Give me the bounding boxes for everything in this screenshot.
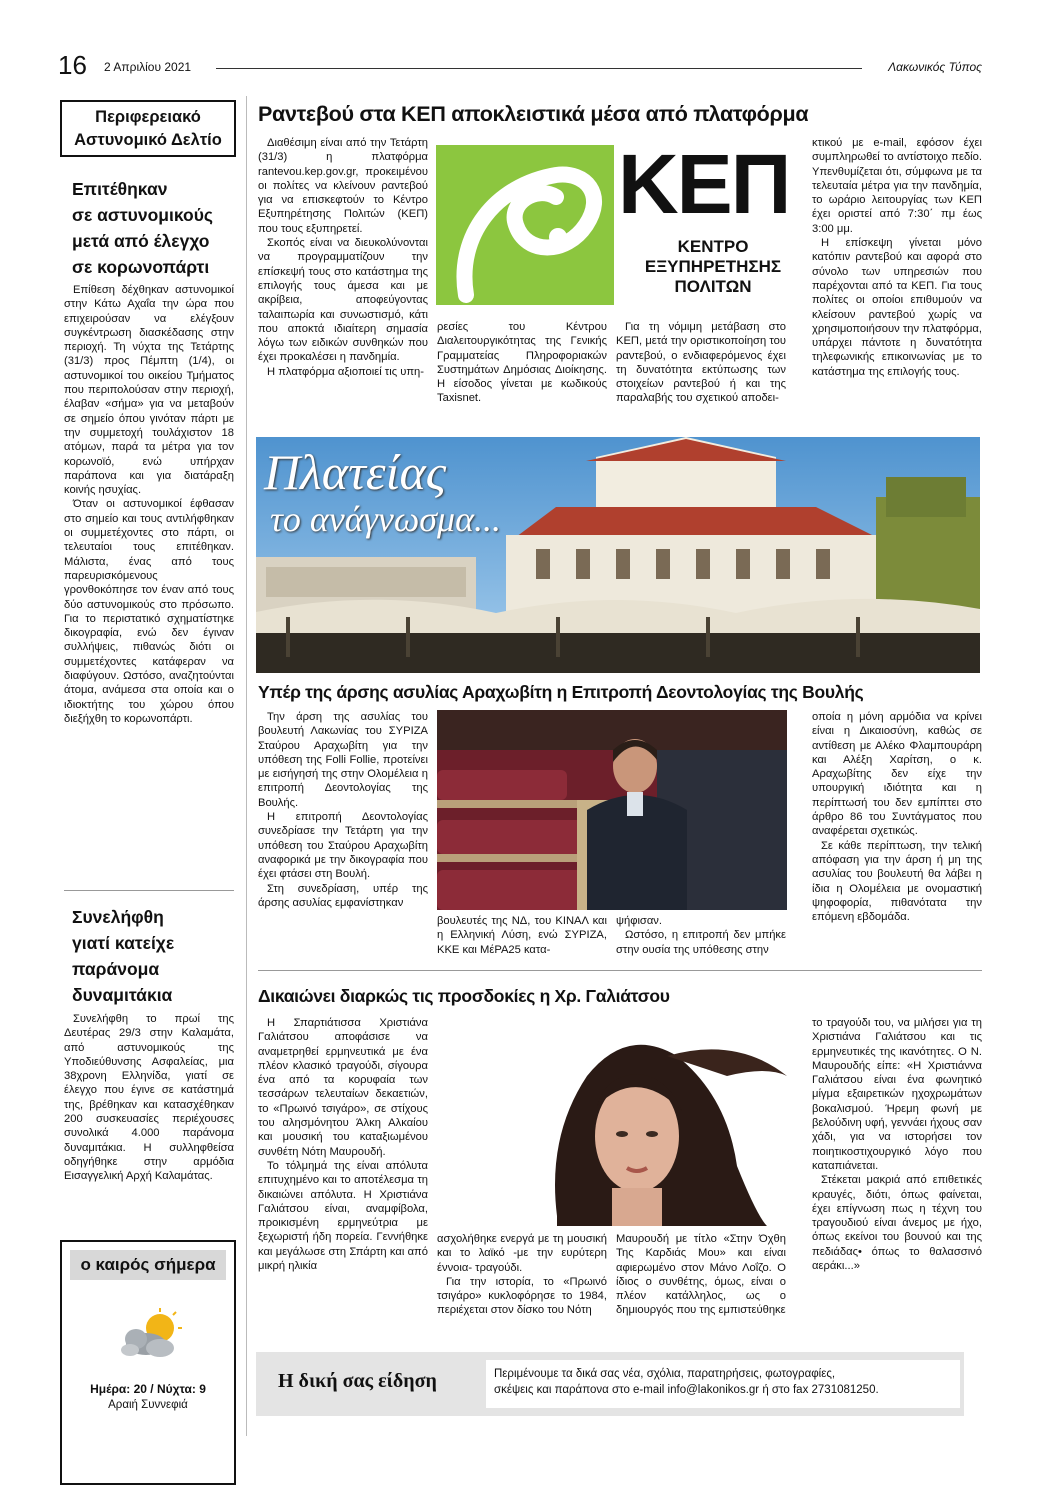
kep-logo-subtitle: ΚΕΝΤΡΟ ΕΞΥΠΗΡΕΤΗΣΗΣ ΠΟΛΙΤΩΝ [644,237,782,296]
galiatsou-headline: Δικαιώνει διαρκώς τις προσδοκίες η Χρ. Γαλιάτσου [258,986,670,1006]
kep-col3: Για τη νόμιμη μετάβαση στο ΚΕΠ, μετά την οριστικοποίηση του ραντεβού, ο ενδιαφερόμενος έχει τη δυνατότητα εκτύπωσης των στοιχείων ραντεβού ή και της παραλαβής του σχετικού αποδει- [616,321,786,405]
galiatsou-col1: Η Σπαρτιάτισσα Χριστιάνα Γαλιάτσου αποφάσισε να αναμετρηθεί ερμηνευτικά με ένα πλέον κλασικό τραγούδι, σίγουρα ένα από τα κορυφαία των τεσσάρων τελευταίων δεκαετιών, το «Πρωινό τσιγάρο», σε στίχους του αλησμόνητου Άλκη Αλκαίου και μουσική του καταξιωμένου συνθέτη Νότη Μαυρουδή. Το τόλμημά της είναι απόλυτα επιτυχημένο και το αποτέλεσμα τη δικαιώνει απόλυτα. Η Χριστιάνα Γαλιάτσου είναι, αναμφίβολα, προικισμένη ερμηνεύτρια με ξεχωριστή ήδη πορεία. Γεννήθηκε και μεγάλωσε στη Σπάρτη και από μικρή ηλικία [258,1017,428,1273]
header-date: 2 Απριλίου 2021 [104,60,192,74]
kep-col1: Διαθέσιμη είναι από την Τετάρτη (31/3) η πλατφόρμα rantevou.kep.gov.gr, προκειμένου οι πολίτες να κλείνουν ραντεβού για να επισκεφτούν το Κέντρο Εξυπηρέτησης Πολιτών (ΚΕΠ) που τους εξυπηρετεί. Σκοπός είναι να διευκολύνονται να προγραμματίζουν την επίσκεψή τους στο κατάστημα της επιλογής τους άμεσα και με ακρίβεια, αποφεύγοντας ταλαιπωρία και συνωστισμό, κάτι που αποκτά ιδιαίτερη σημασία λόγω των ειδικών συνθηκών που έχει προκαλέσει η πανδημία. Η πλατφόρμα αξιοποιεί τις υπη- [258,137,428,378]
your-news-title: Η δική σας είδηση [278,1370,437,1392]
page-number: 16 [58,50,87,80]
newspaper-name: Λακωνικός Τύπος [888,60,982,74]
weather-title: ο καιρός σήμερα [70,1250,226,1280]
parliament-illustration [437,710,787,910]
article-divider [258,970,982,971]
banner-subtitle: το ανάγνωσμα... [270,499,501,539]
asylia-col1: Την άρση της ασυλίας του βουλευτή Λακωνίας του ΣΥΡΙΖΑ Σταύρου Αραχωβίτη για την υπόθεση της Folli Follie, προτείνει με εισήγησή της στην Ολομέλεια η επιτροπή Δεοντολογίας της Βουλής. Η επιτροπή Δεοντολογίας συνεδρίασε την Τετάρτη για την υπόθεση του Σταύρου Αραχωβίτη αναφορικά με την δικογραφία που έχει φτάσει στη Βουλή. Στη συνεδρίαση, υπέρ της άρσης ασυλίας εμφανίστηκαν [258,711,428,909]
weather-condition: Αραιή Συννεφιά [108,1399,188,1411]
asylia-col2: βουλευτές της ΝΔ, του ΚΙΝΑΛ και η Ελληνική Λύση, ενώ ΣΥΡΙΖΑ, ΚΚΕ και ΜέΡΑ25 κατα- [437,915,607,956]
kep-headline: Ραντεβού στα ΚΕΠ αποκλειστικά μέσα από πλατφόρμα [258,102,809,126]
kep-logo [436,145,810,305]
asylia-col3: ψήφισαν. Ωστόσο, η επιτροπή δεν μπήκε στην ουσία της υπόθεσης στην [616,915,786,956]
sidebar-divider [64,890,234,891]
header-rule [216,68,862,69]
singer-portrait-illustration [437,1016,787,1226]
weather-temps: Ημέρα: 20 / Νύχτα: 9 [90,1382,206,1396]
banner-title: Πλατείας [264,444,447,500]
sidebar-story2-body: Συνελήφθη το πρωί της Δευτέρας 29/3 στην Καλαμάτα, από αστυνομικούς της Υποδιεύθυνσης Ασφαλείας, μια 38χρονη Ελληνίδα, γιατί σε έλεγχο που έγινε σε κατάστημά της, βρέθηκαν και κατασχέθηκαν 200 συσκευασίες περιέχουσες συνολικά 4.000 παράνομα δυναμιτάκια. Η συλληφθείσα οδηγήθηκε στην αρμόδια Εισαγγελική Αρχή Καλαμάτας. [64,1013,234,1183]
partly-cloudy-icon [116,1308,186,1364]
asylia-col4: οποία η μόνη αρμόδια να κρίνει είναι η Δικαιοσύνη, καθώς σε αντίθεση με Αλέκο Φλαμπουράρη και Αλέξη Χαρίτση, ο κ. Αραχωβίτης δεν είχε την υπουργική ιδιότητα και η περίπτωσή του δεν εμπίπτει στο άρθρο 86 του Συντάγματος που αναφέρεται σχετικώς. Σε κάθε περίπτωση, την τελική απόφαση για την άρση ή μη της ασυλίας του βουλευτή θα λάβει η ίδια η Ολομέλεια με ονομαστική ψηφοφορία, πιθανότατα την επόμενη εβδομάδα. [812,711,982,924]
your-news-text: Περιμένουμε τα δικά σας νέα, σχόλια, παρατηρήσεις, φωτογραφίες, σκέψεις και παράπονα στο e-mail info@lakonikos.gr ή στο fax 2731081250. [486,1360,960,1408]
kep-col2: ρεσίες του Κέντρου Διαλειτουργικότητας της Γενικής Γραμματείας Πληροφοριακών Συστημάτων Δημόσιας Διοίκησης. Η είσοδος γίνεται με κωδικούς Taxisnet. [437,321,607,405]
singer-portrait [437,1016,787,1226]
kep-col4: κτικού με e-mail, εφόσον έχει συμπληρωθεί το αντίστοιχο πεδίο. Υπενθυμίζεται ότι, σύμφωνα με τα τελευταία μέτρα για την πανδημία, το ωράριο λειτουργίας των ΚΕΠ έχει οριστεί από 7:30΄ πμ έως 3:00 μμ. Η επίσκεψη γίνεται μόνο κατόπιν ραντεβού και αφορά στο σύνολο των υπηρεσιών που παρέχονται από τα ΚΕΠ. Για τους πολίτες οι οποίοι επιθυμούν να κλείσουν ραντεβού χωρίς να χρησιμοποιήσουν την πλατφόρμα, υπάρχει πάντοτε η δυνατότητα τηλεφωνικής επικοινωνίας με το κατάστημα της επιλογής τους. [812,137,982,378]
galiatsou-col4: το τραγούδι του, να μιλήσει για τη Χριστιάνα Γαλιάτσου και τις ερμηνευτικές της ικανότητες. Ο Ν. Μαυρουδής είπε: «Η Χριστιάννα Γαλιάτσου είναι ένα φωνητικό μίγμα εξαιρετικών ηχοχρωμάτων βοκαλισμού. Ήρεμη φωνή με βελούδινη υφή, γεννάει ήχους σαν χάδι, για να ιστορήσει τον ποιητικοστιχουργικό λόγο που καταπιάνεται. Στέκεται μακριά από επιθετικές κραυγές, διότι, όπως φαίνεται, έχει επίγνωση πως η τέχνη του τραγουδιού είναι άνεμος με ήχο, όπως εκείνοι του βουνού και της πεδιάδας• όπως το θαλασσινό αεράκι...» [812,1017,982,1273]
sidebar-story1-headline: Επιτέθηκαν σε αστυνομικούς μετά από έλεγχο σε κορωνοπάρτι [72,179,214,277]
kep-logo-text: ΚΕΠ [618,145,790,231]
sidebar-section-title: Περιφερειακό Αστυνομικό Δελτίο [74,108,222,149]
politician-photo [437,710,787,910]
your-news-box [256,1352,964,1416]
asylia-headline: Υπέρ της άρσης ασυλίας Αραχωβίτη η Επιτροπή Δεοντολογίας της Βουλής [258,682,864,702]
weather-box [60,1240,236,1485]
galiatsou-col3: Μαυρουδή με τίτλο «Στην Όχθη Της Καρδιάς Μου» και είναι αφιερωμένο στον Μάνο Λοΐζο. Ο ίδιος ο συνθέτης, όμως, είναι ο πλέον κατάλληλος, ως ο δημιουργός που της εμπιστεύθηκε [616,1233,786,1317]
sidebar-story1-body: Επίθεση δέχθηκαν αστυνομικοί στην Κάτω Αχαΐα την ώρα που επιχειρούσαν να ελέγξουν συγκέντρωση διασκέδασης στην περιοχή. Τη νύχτα της Τετάρτης (31/3) προς Πέμπτη (1/4), οι αστυνομικοί του οικείου Τμήματος που περιπολούσαν στην περιοχή, έλαβαν «σήμα» για να μεταβούν σε σημείο όπου γινόταν πάρτι με την συμμετοχή τουλάχιστον 18 ατόμων, παρά τα μέτρα για τον κορωνοϊό, ενώ υπήρχαν παράπονα και για διατάραξη κοινής ησυχίας. Όταν οι αστυνομικοί έφθασαν στο σημείο και τους αντιλήφθηκαν οι συμμετέχοντες στο πάρτι, οι τελευταίοι τους επιτέθηκαν. Μάλιστα, ένας από τους παρευρισκόμενους γρονθοκόπησε τον έναν από τους δύο αστυνομικούς στο πρόσωπο. Για το περιστατικό σχηματίστηκε δικογραφία, ενώ δεν έγιναν συλλήψεις, πιθανώς διότι οι συμμετέχοντες κατάφεραν να διαφύγουν. Ωστόσο, αναζητούνται άτομα, ανάμεσα στα οποία και ο ιδιοκτήτης του χώρου όπου διεξήχθη το κορωνοπάρτι. [64,284,234,725]
sidebar-section-box [60,100,236,157]
galiatsou-col2: ασχολήθηκε ενεργά με τη μουσική και το λαϊκό -με την ευρύτερη έννοια- τραγούδι. Για την ιστορία, το «Πρωινό τσιγάρο» κυκλοφόρησε το 1984, περιέχεται στον δίσκο του Νότη [437,1233,607,1317]
town-hall-photo [256,437,980,673]
column-divider [246,96,247,1436]
sidebar-story2-headline: Συνελήφθη γιατί κατείχε παράνομα δυναμιτάκια [72,907,175,1005]
